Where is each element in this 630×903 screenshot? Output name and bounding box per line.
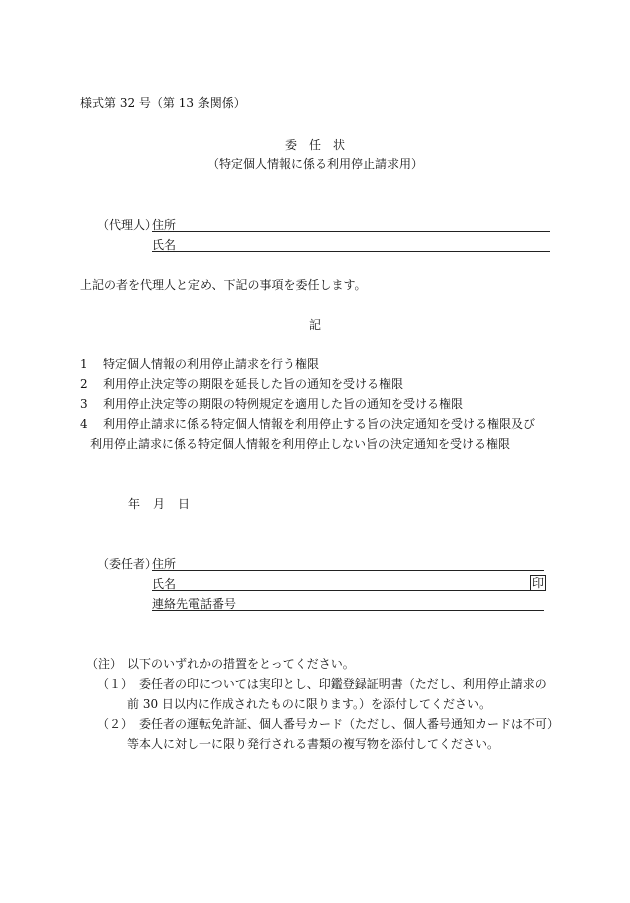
principal-label: （委任者） [97,557,158,571]
item-text: 特定個人情報の利用停止請求を行う権限 [103,357,320,371]
item-number: 1 [80,357,88,371]
principal-address-label: 住所 [152,557,177,571]
note-text-continuation: 前 30 日以内に作成されたものに限ります。）を添付してください。 [127,697,491,711]
document-subtitle: （特定個人情報に係る利用停止請求用） [206,157,423,171]
item-text-continuation: 利用停止請求に係る特定個人情報を利用停止しない旨の決定通知を受ける権限 [90,437,511,451]
item-number: 2 [80,377,88,391]
seal-box: 印 [531,576,544,590]
note-number: （１） [97,677,134,691]
notes-header-text: 以下のいずれかの措置をとってください。 [127,657,355,671]
note-number: （２） [97,717,134,731]
principal-address-line [152,570,544,571]
document-title: 委 任 状 [284,138,345,152]
date-day: 日 [178,497,191,511]
note-text: 委任者の運転免許証、個人番号カード（ただし、個人番号通知カードは不可） [139,717,560,731]
notes-header: （注） [86,657,123,671]
date-month: 月 [153,497,166,511]
form-number: 様式第 32 号（第 13 条関係） [80,96,246,110]
ki-heading: 記 [308,318,321,332]
agent-name-line [152,251,550,252]
principal-phone-label: 連絡先電話番号 [152,597,237,611]
date-year: 年 [128,497,141,511]
item-text: 利用停止決定等の期限を延長した旨の通知を受ける権限 [103,377,404,391]
note-text-continuation: 等本人に対し一に限り発行される書類の複写物を添付してください。 [127,737,500,751]
agent-address-label: 住所 [152,218,177,232]
principal-phone-line [152,610,544,611]
item-number: 4 [80,417,88,431]
item-text: 利用停止決定等の期限の特例規定を適用した旨の通知を受ける権限 [103,397,464,411]
delegation-statement: 上記の者を代理人と定め、下記の事項を委任します。 [80,278,367,292]
agent-name-label: 氏名 [152,238,177,252]
agent-label: （代理人） [97,218,158,232]
item-text: 利用停止請求に係る特定個人情報を利用停止する旨の決定通知を受ける権限及び [103,417,536,431]
note-text: 委任者の印については実印とし、印鑑登録証明書（ただし、利用停止請求の [139,677,547,691]
item-number: 3 [80,397,88,411]
principal-name-label: 氏名 [152,577,177,591]
agent-address-line [152,231,550,232]
principal-name-line [152,590,544,591]
